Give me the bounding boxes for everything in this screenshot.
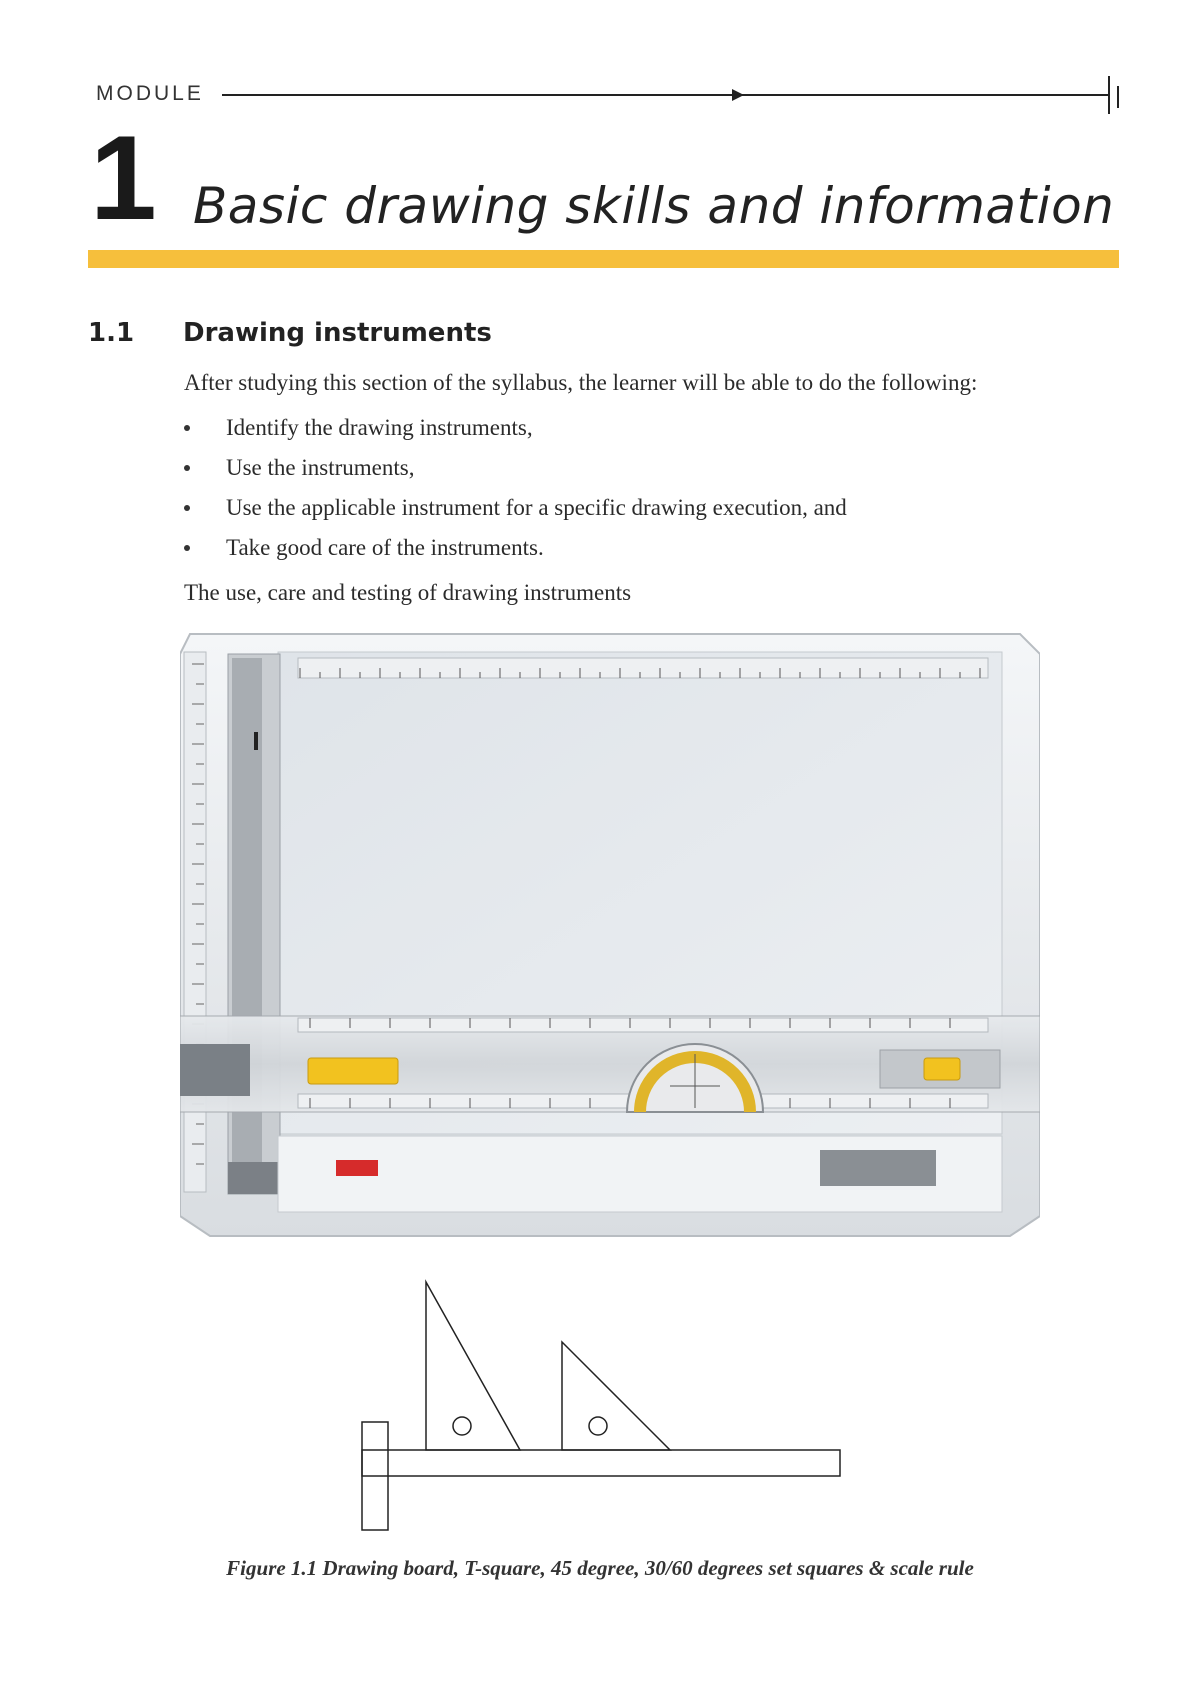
set-square-45 <box>562 1342 670 1450</box>
set-squares-diagram <box>360 1272 850 1532</box>
module-rule-end-mark <box>1117 86 1119 108</box>
chapter-title: Basic drawing skills and information <box>193 177 1115 235</box>
bullet-icon <box>184 425 190 431</box>
section-subtitle: The use, care and testing of drawing instruments <box>184 580 632 605</box>
chapter-accent-bar <box>88 250 1119 268</box>
drawing-board-image <box>180 624 1040 1244</box>
bullet-icon <box>184 465 190 471</box>
section-number: 1.1 <box>88 318 135 348</box>
section-intro: After studying this section of the syllabus, the learner will be able to do the following: <box>184 370 978 395</box>
section-title: Drawing instruments <box>183 318 492 348</box>
module-label: MODULE <box>96 82 204 105</box>
set-square-hole <box>589 1417 607 1435</box>
t-square-blade <box>362 1450 840 1476</box>
chapter-number: 1 <box>90 111 153 245</box>
bullet-icon <box>184 505 190 511</box>
set-square-hole <box>453 1417 471 1435</box>
bullet-icon <box>184 545 190 551</box>
module-arrow-icon <box>732 89 744 101</box>
module-rule <box>222 94 1110 96</box>
figure-caption: Figure 1.1 Drawing board, T-square, 45 degree, 30/60 degrees set squares & scale rule <box>226 1556 974 1580</box>
set-square-30-60 <box>426 1282 520 1450</box>
module-rule-end <box>1108 76 1110 114</box>
